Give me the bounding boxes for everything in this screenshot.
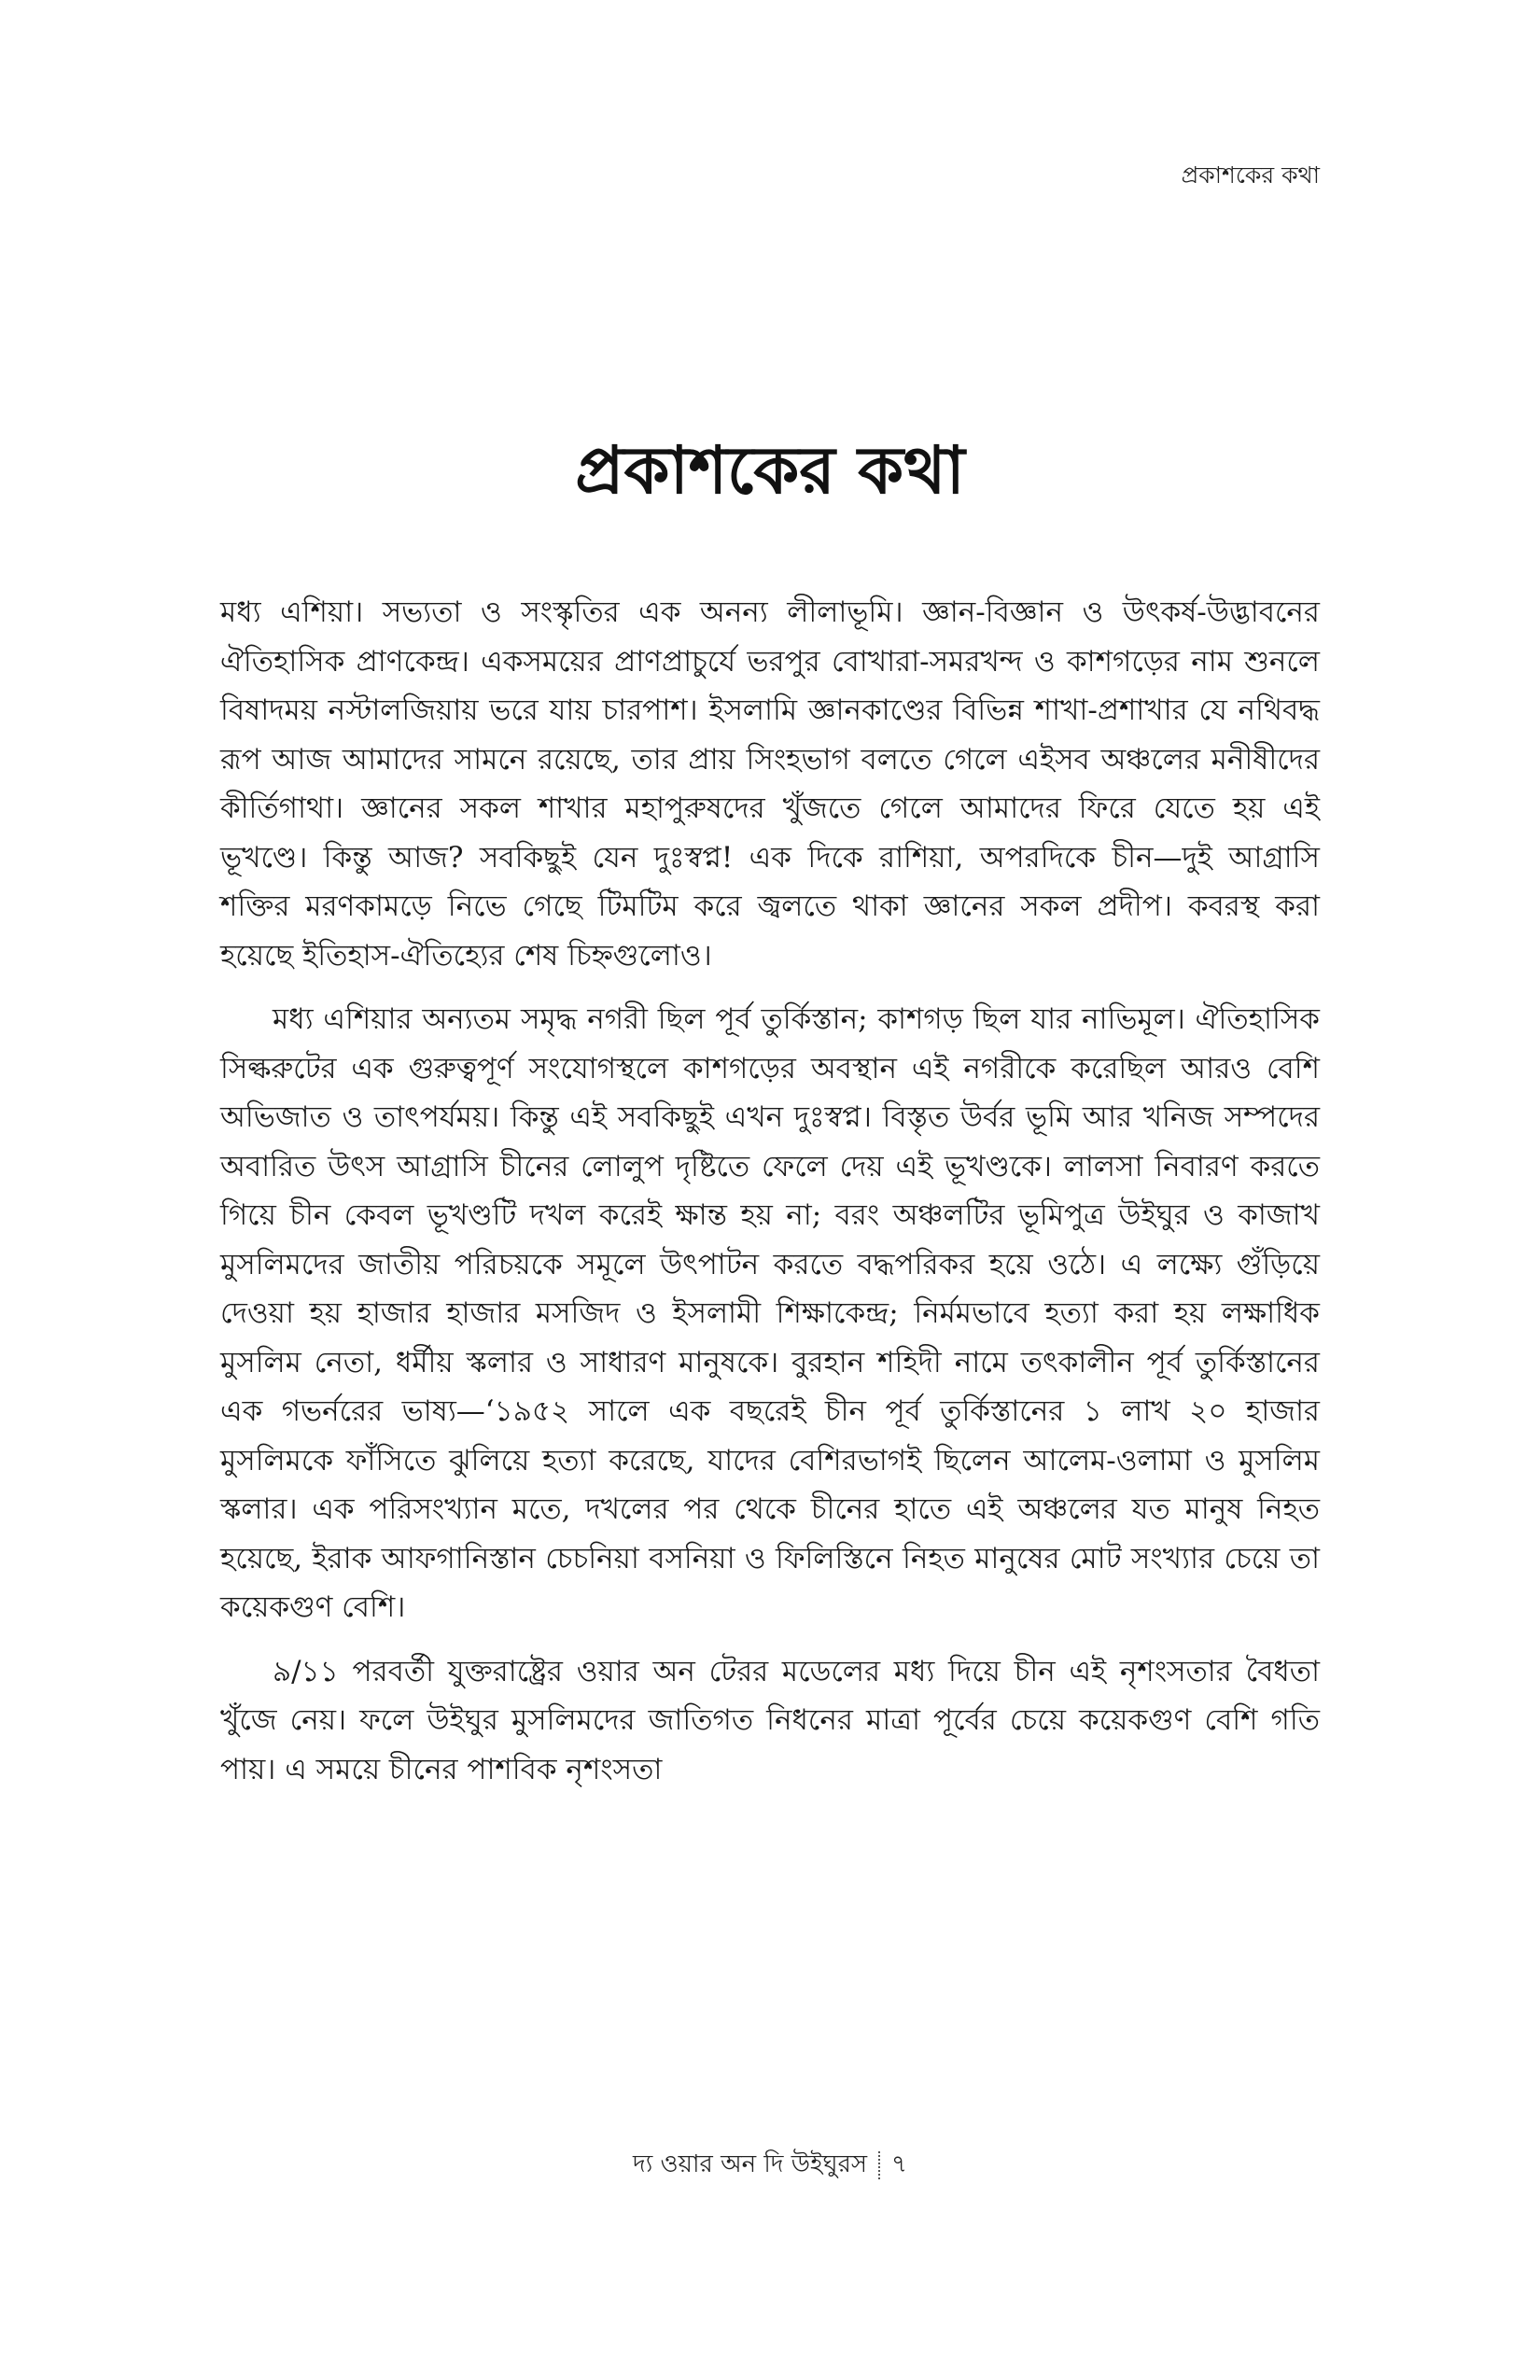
body-text xyxy=(220,588,1320,1809)
page-title: প্রকাশকের কথা xyxy=(575,432,965,509)
paragraph-2: মধ্য এশিয়ার অন্যতম সমৃদ্ধ নগরী ছিল পূর্ব তুর্কিস্তান; কাশগড় ছিল যার নাভিমূল। ঐতিহাসিক সিল্করুটের এক গুরুত্বপূর্ণ সংযোগস্থলে কাশগড়ের অবস্থান এই নগরীকে করেছিল আরও বেশি অভিজাত ও তাৎপর্যময়। কিন্তু এই সবকিছুই এখন দুঃস্বপ্ন। বিস্তৃত উর্বর ভূমি আর খনিজ সম্পদের অবারিত উৎস আগ্রাসি চীনের লোলুপ দৃষ্টিতে ফেলে দেয় এই ভূখণ্ডকে। লালসা নিবারণ করতে গিয়ে চীন কেবল ভূখণ্ডটি দখল করেই ক্ষান্ত হয় না; বরং অঞ্চলটির ভূমিপুত্র উইঘুর ও কাজাখ মুসলিমদের জাতীয় পরিচয়কে সমূলে উৎপাটন করতে বদ্ধপরিকর হয়ে ওঠে। এ লক্ষ্যে গুঁড়িয়ে দেওয়া হয় হাজার হাজার মসজিদ ও ইসলামী শিক্ষাকেন্দ্র; নির্মমভাবে হত্যা করা হয় লক্ষাধিক মুসলিম নেতা, ধর্মীয় স্কলার ও সাধারণ মানুষকে। বুরহান শহিদী নামে তৎকালীন পূর্ব তুর্কিস্তানের এক গভর্নরের ভাষ্য—‘১৯৫২ সালে এক বছরেই চীন পূর্ব তুর্কিস্তানের ১ লাখ ২০ হাজার মুসলিমকে ফাঁসিতে ঝুলিয়ে হত্যা করেছে, যাদের বেশিরভাগই ছিলেন আলেম-ওলামা ও মুসলিম স্কলার। এক পরিসংখ্যান মতে, দখলের পর থেকে চীনের হাতে এই অঞ্চলের যত মানুষ নিহত হয়েছে, ইরাক আফগানিস্তান চেচনিয়া বসনিয়া ও ফিলিস্তিনে নিহত মানুষের মোট সংখ্যার চেয়ে তা কয়েকগুণ বেশি। xyxy=(220,1002,1320,1624)
footer-book-title: দ্য ওয়ার অন দি উইঘুরস xyxy=(633,2150,868,2178)
paragraph-1: মধ্য এশিয়া। সভ্যতা ও সংস্কৃতির এক অনন্য লীলাভূমি। জ্ঞান-বিজ্ঞান ও উৎকর্ষ-উদ্ভাবনের ঐতিহাসিক প্রাণকেন্দ্র। একসময়ের প্রাণপ্রাচুর্যে ভরপুর বোখারা-সমরখন্দ ও কাশগড়ের নাম শুনলে বিষাদময় নস্টালজিয়ায় ভরে যায় চারপাশ। ইসলামি জ্ঞানকাণ্ডের বিভিন্ন শাখা-প্রশাখার যে নথিবদ্ধ রূপ আজ আমাদের সামনে রয়েছে, তার প্রায় সিংহভাগ বলতে গেলে এইসব অঞ্চলের মনীষীদের কীর্তিগাথা। জ্ঞানের সকল শাখার মহাপুরুষদের খুঁজতে গেলে আমাদের ফিরে যেতে হয় এই ভূখণ্ডে। কিন্তু আজ? সবকিছুই যেন দুঃস্বপ্ন! এক দিকে রাশিয়া, অপরদিকে চীন—দুই আগ্রাসি শক্তির মরণকামড়ে নিভে গেছে টিমটিম করে জ্বলতে থাকা জ্ঞানের সকল প্রদীপ। কবরস্থ করা হয়েছে ইতিহাস-ঐতিহ্যের শেষ চিহ্নগুলোও। xyxy=(220,595,1320,973)
footer-divider xyxy=(878,2151,880,2179)
running-header: প্রকাশকের কথা xyxy=(1181,161,1320,189)
page-number: ৭ xyxy=(891,2150,907,2178)
paragraph-3: ৯/১১ পরবর্তী যুক্তরাষ্ট্রের ওয়ার অন টেরর মডেলের মধ্য দিয়ে চীন এই নৃশংসতার বৈধতা খুঁজে নেয়। ফলে উইঘুর মুসলিমদের জাতিগত নিধনের মাত্রা পূর্বের চেয়ে কয়েকগুণ বেশি গতি পায়। এ সময়ে চীনের পাশবিক নৃশংসতা xyxy=(220,1654,1320,1786)
page-footer xyxy=(0,2145,1540,2186)
